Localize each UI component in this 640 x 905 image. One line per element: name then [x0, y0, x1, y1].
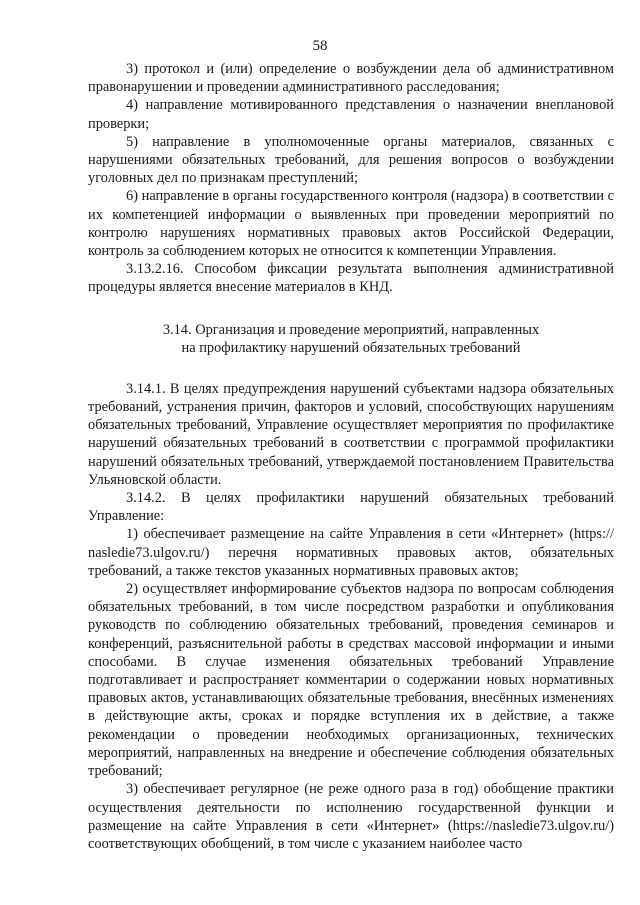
paragraph-item-3-protocol: 3) протокол и (или) определение о возбуждении дела об административном правонарушении и проведении административного расследования; [88, 61, 614, 96]
page-number: 58 [312, 38, 328, 54]
document-content [88, 60, 614, 853]
paragraph-item-2-informing: 2) осуществляет информирование субъектов надзора по вопросам соблюдения обязательных требований, в том числе посредством разработки и опубликования руководств по соблюдению обязательных требований, проведения семинаров и конференций, разъяснительной работы в средствах массовой информации и иными способами. В случае изменения обязательных требований Управление подготавливает и распространяет комментарии о содержании новых нормативных правовых актов, устанавливающих обязательные требования, внесённых изменениях в действующие акты, сроках и порядке вступления их в действие, а также рекомендации о проведении необходимых организационных, технических мероприятий, направленных на внедрение и обеспечение соблюдения обязательных требований; [88, 581, 614, 780]
paragraph-3-14-1: 3.14.1. В целях предупреждения нарушений субъектами надзора обязательных требований, устранения причин, факторов и условий, способствующих нарушениям обязательных требований, Управление осуществляет мероприятия по профилактике нарушений обязательных требований в соответствии с программой профилактики нарушений обязательных требований, утверждаемой постановлением Правительства Ульяновской области. [88, 380, 614, 488]
paragraph-item-4-representation: 4) направление мотивированного представления о назначении внеплановой проверки; [88, 97, 614, 132]
paragraph-3-13-2-16: 3.13.2.16. Способом фиксации результата выполнения административной процедуры является внесение материалов в КНД. [88, 261, 614, 296]
paragraph-3-14-2: 3.14.2. В целях профилактики нарушений обязательных требований Управление: [88, 490, 614, 525]
section-heading-3-14 [88, 321, 614, 358]
paragraph-item-3-generalization: 3) обеспечивает регулярное (не реже одного раза в год) обобщение практики осуществления деятельности по исполнению государственной функции и размещение на сайте Управления в сети «Интернет» (https://nasledie73.ulgov.ru/) соответствующих обобщений, в том числе с указанием наиболее часто [88, 781, 614, 852]
section-heading-line-1: 3.14. Организация и проведение мероприятий, направленных [162, 321, 540, 338]
paragraph-item-5-materials: 5) направление в уполномоченные органы материалов, связанных с нарушениями обязательных требований, для решения вопросов о возбуждении уголовных дел по признакам преступлений; [88, 133, 614, 187]
paragraph-item-1-publication: 1) обеспечивает размещение на сайте Управления в сети «Интернет» (https:// nasledie73.ulgov.ru/) перечня нормативных правовых актов, обязательных требований, а также текстов указанных нормативных правовых актов; [88, 526, 614, 579]
paragraph-item-6-information: 6) направление в органы государственного контроля (надзора) в соответствии с их компетенцией информации о выявленных при проведении мероприятий по контролю нарушениях нормативных правовых актов Российской Федерации, контроль за соблюдением которых не относится к компетенции Управления. [88, 188, 614, 260]
section-heading-line-2: на профилактику нарушений обязательных требований [181, 340, 521, 357]
